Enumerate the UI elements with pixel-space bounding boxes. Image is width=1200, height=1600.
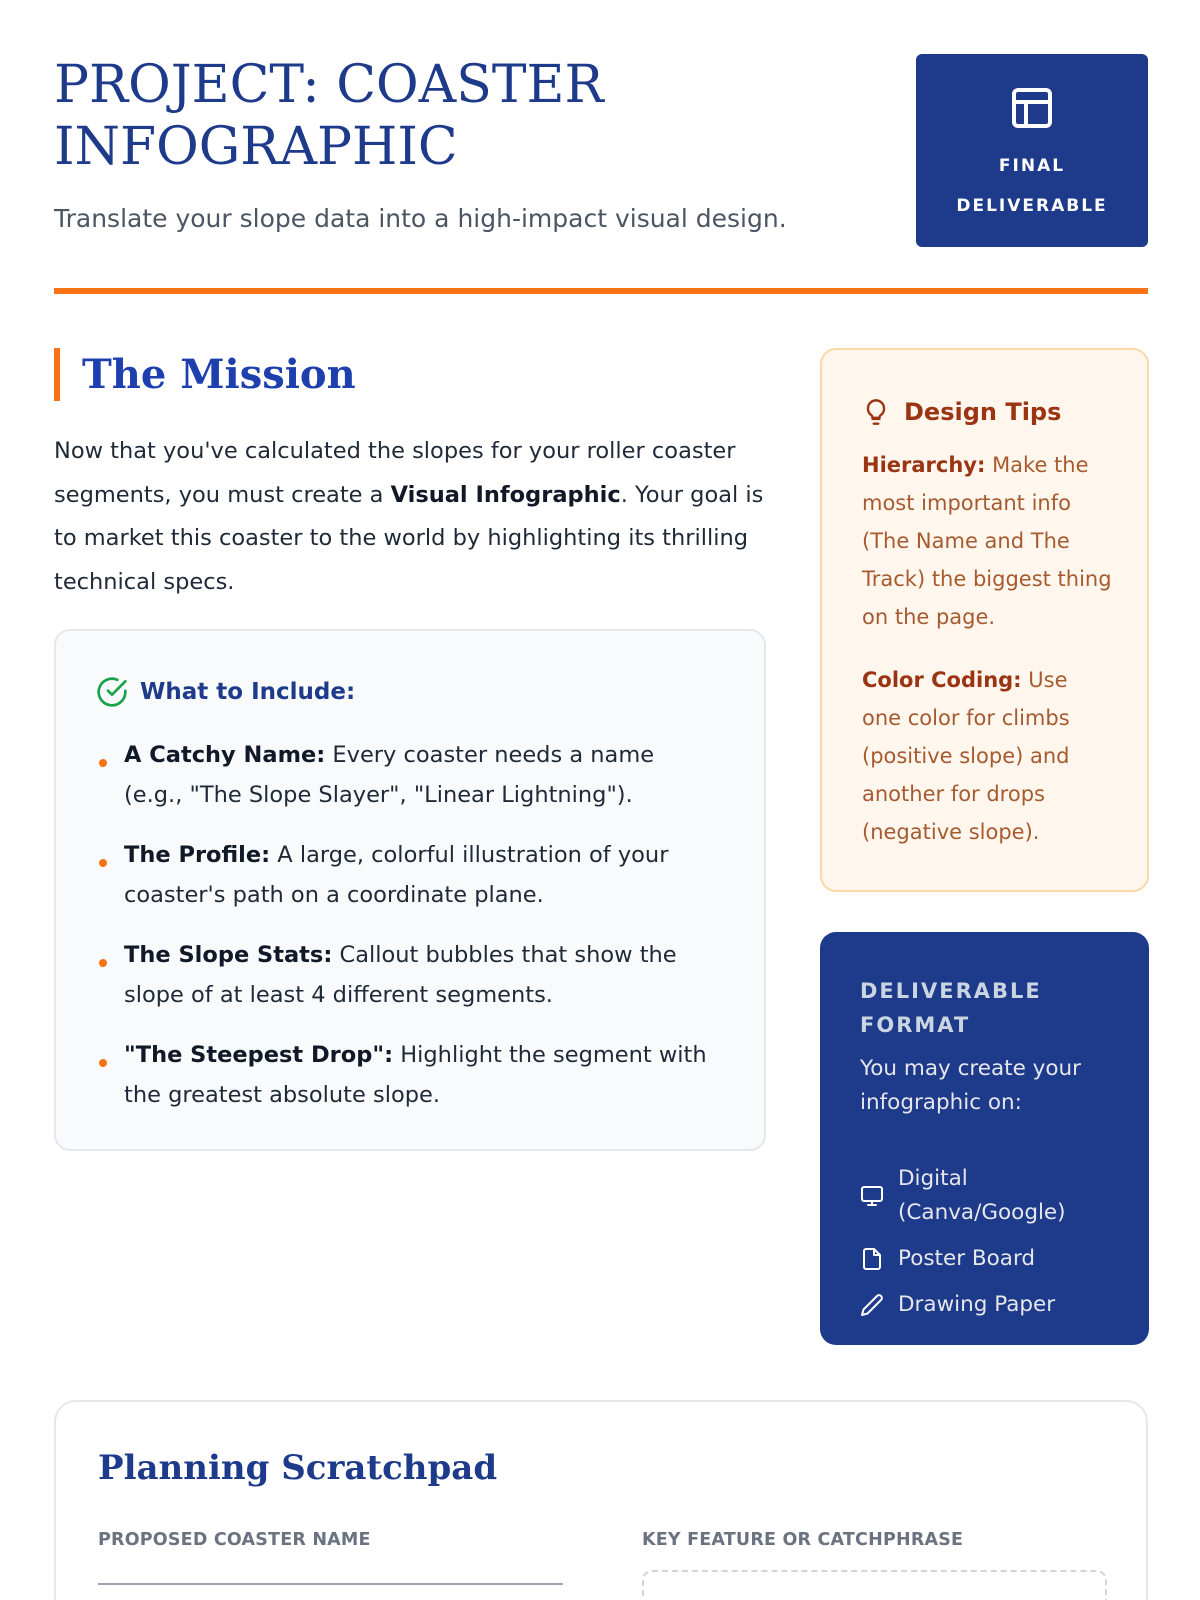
include-item-label: "The Steepest Drop": [124, 1042, 394, 1068]
design-tips-card [820, 348, 1149, 892]
bullet-dot [99, 859, 107, 867]
mission-text [54, 430, 774, 604]
format-option-label: Digital (Canva/Google) [898, 1166, 1066, 1225]
include-item-text: Every coaster needs a name (e.g., "The Slope Slayer", "Linear Lightning"). [124, 742, 655, 808]
tip-text: Use one color for climbs (positive slope) and another for drops (negative slope). [862, 668, 1070, 844]
format-description: You may create your infographic on: [860, 1056, 1081, 1115]
include-item-text: Highlight the segment with the greatest absolute slope. [124, 1042, 707, 1108]
tip-label: Color Coding: [862, 668, 1022, 692]
tip-color-coding [862, 661, 1112, 851]
mission-text-after: . Your goal is to market this coaster to the world by highlighting its thrilling technical specs. [54, 481, 764, 595]
include-item-label: A Catchy Name: [124, 742, 326, 768]
format-option-digital [860, 1162, 1120, 1230]
mission-text-bold: Visual Infographic [390, 481, 621, 508]
badge-line-1: FINAL [998, 156, 1066, 176]
final-deliverable-badge [916, 54, 1148, 247]
bullet-dot [99, 1059, 107, 1067]
tips-title [862, 392, 1061, 432]
format-option-poster [860, 1242, 1035, 1276]
include-item [94, 835, 714, 915]
mission-text-before: Now that you've calculated the slopes for your roller coaster segments, you must create a [54, 438, 736, 508]
bullet-dot [99, 759, 107, 767]
pencil-icon [860, 1293, 884, 1317]
include-item-text: A large, colorful illustration of your coaster's path on a coordinate plane. [124, 842, 669, 908]
format-option-drawing [860, 1288, 1055, 1322]
mission-heading: The Mission [54, 348, 356, 401]
format-option-label: Poster Board [898, 1246, 1036, 1271]
badge-line-2: DELIVERABLE [956, 196, 1108, 216]
tip-text: Make the most important info (The Name and The Track) the biggest thing on the page. [862, 453, 1112, 629]
layout-icon [1008, 84, 1056, 132]
format-title: DELIVERABLE FORMAT [860, 979, 1042, 1037]
catchphrase-label: KEY FEATURE OR CATCHPHRASE [642, 1530, 964, 1550]
tips-title-text: Design Tips [904, 398, 1062, 426]
catchphrase-input[interactable] [642, 1570, 1107, 1600]
include-item [94, 1035, 714, 1115]
include-title-text: What to Include: [140, 679, 356, 705]
page-header [54, 54, 1148, 294]
page-subtitle: Translate your slope data into a high-impact visual design. [54, 204, 787, 233]
check-circle-icon [96, 676, 128, 708]
scratchpad-title: Planning Scratchpad [98, 1448, 498, 1488]
include-item-label: The Slope Stats: [124, 942, 333, 968]
coaster-name-label: PROPOSED COASTER NAME [98, 1530, 371, 1550]
tip-hierarchy [862, 446, 1112, 636]
deliverable-format-card [820, 932, 1149, 1345]
coaster-name-input[interactable] [98, 1583, 563, 1585]
format-option-label: Drawing Paper [898, 1292, 1056, 1317]
monitor-icon [860, 1184, 884, 1208]
tip-label: Hierarchy: [862, 453, 986, 477]
badge-text [916, 146, 1148, 226]
bullet-dot [99, 959, 107, 967]
include-item-text: Callout bubbles that show the slope of at least 4 different segments. [124, 942, 677, 1008]
lightbulb-icon [862, 395, 890, 429]
include-item-label: The Profile: [124, 842, 271, 868]
planning-scratchpad [54, 1400, 1148, 1600]
include-item [94, 935, 714, 1015]
what-to-include-card [54, 629, 766, 1151]
page-title: PROJECT: COASTER INFOGRAPHIC [54, 55, 604, 177]
file-icon [860, 1247, 884, 1271]
include-list [94, 735, 714, 1135]
include-title [96, 675, 355, 709]
include-item [94, 735, 714, 815]
